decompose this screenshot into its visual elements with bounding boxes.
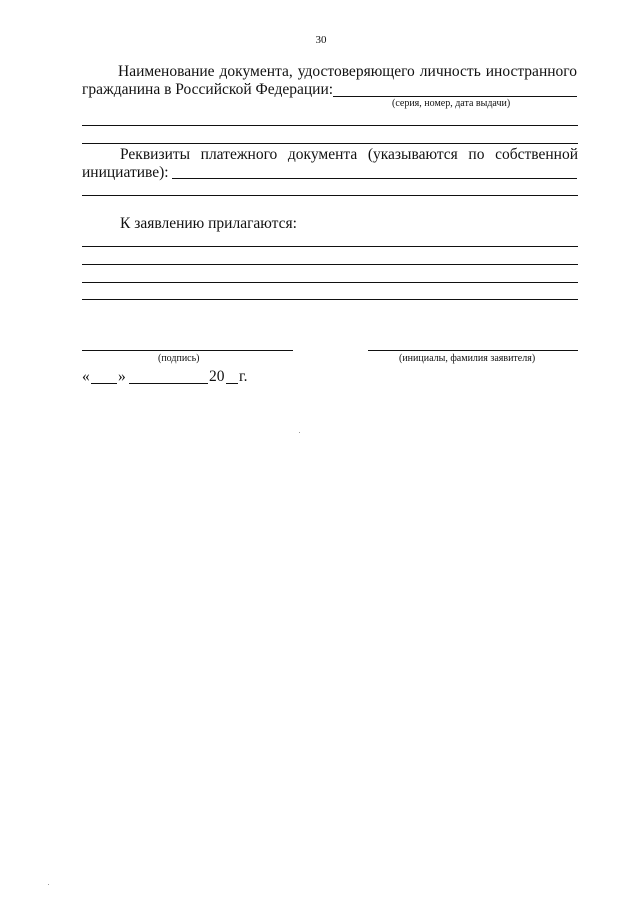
date-year-blank[interactable] [226,383,238,384]
payment-doc-input-line-2[interactable] [82,195,578,196]
attachment-line-1[interactable] [82,246,578,247]
payment-doc-line-1: Реквизиты платежного документа (указываются по собственной [120,146,578,163]
attachments-heading: К заявлению прилагаются: [120,215,297,232]
signature-hint: (подпись) [158,353,200,364]
identity-doc-line-1: Наименование документа, удостоверяющего личность иностранного [118,63,577,80]
identity-doc-line-2: гражданина в Российской Федерации: [82,81,334,98]
attachment-line-3[interactable] [82,282,578,283]
page-number: 30 [315,34,327,46]
date-day-blank[interactable] [91,383,117,384]
date-close-quote: » [118,368,126,385]
applicant-name-hint: (инициалы, фамилия заявителя) [399,353,536,364]
applicant-name-line[interactable] [368,350,578,351]
attachment-line-4[interactable] [82,299,578,300]
date-year-suffix: г. [239,368,248,385]
scan-speck [299,432,300,433]
payment-doc-input-line[interactable] [172,178,577,179]
payment-doc-line-2: инициативе): [82,164,169,181]
signature-line[interactable] [82,350,293,351]
date-open-quote: « [82,368,90,385]
identity-doc-hint: (серия, номер, дата выдачи) [392,98,511,109]
identity-doc-input-line[interactable] [333,96,577,97]
scan-speck [48,884,49,885]
attachment-line-2[interactable] [82,264,578,265]
divider-line [82,143,578,144]
identity-doc-input-line-2[interactable] [82,125,578,126]
date-year-prefix: 20 [209,368,225,385]
date-month-blank[interactable] [129,383,208,384]
